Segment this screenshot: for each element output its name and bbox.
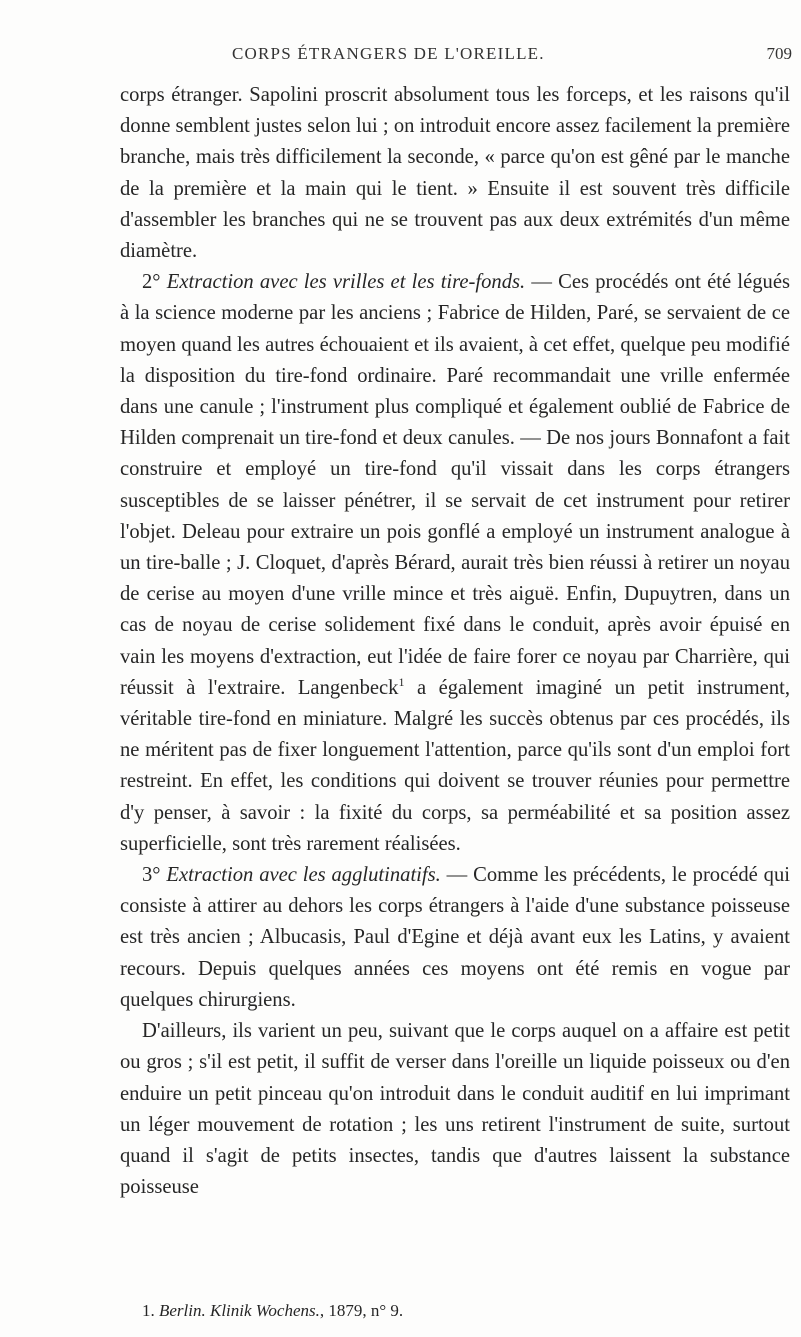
footnote-reference: 1 (398, 675, 405, 689)
footnote-marker: 1. (142, 1301, 155, 1320)
page-number: 709 (766, 44, 792, 63)
paragraph-text: corps étranger. Sapolini proscrit absolument tous les forceps, et les raisons qu'il donne semblent justes selon lui ; on introduit encore assez facilement la première branche, mais très difficilement la seconde, « parce qu'on est gêné par le manche de la première et la main qui le tient. » Ensuite il est souvent très difficile d'assembler les branches qui ne se trouvent pas aux deux extrémités d'un même diamètre. (120, 84, 790, 263)
running-title: CORPS ÉTRANGERS DE L'OREILLE. (232, 44, 545, 63)
section-agglutinatifs (120, 860, 790, 1016)
section-vrilles (120, 267, 790, 860)
section-number: 2° (142, 271, 161, 294)
footnote-details: , 1879, n° 9. (319, 1301, 404, 1320)
paragraph-continuation (120, 80, 790, 267)
paragraph-text: — Comme les précédents, le procédé qui consiste à attirer au dehors les corps étrangers à l'aide d'une substance poisseuse est très ancien ; Albucasis, Paul d'Egine et déjà avant eux les Latins, y avaient recours. Depuis quelques années ces moyens ont été remis en vogue par quelques chirurgiens. (120, 864, 790, 1011)
section-heading: Extraction avec les agglutinatifs. (166, 864, 441, 887)
paragraph-text: D'ailleurs, ils varient un peu, suivant que le corps auquel on a affaire est petit ou gros ; s'il est petit, il suffit de verser dans l'oreille un liquide poisseux ou d'en enduire un petit pinceau qu'on introduit dans le conduit auditif en lui imprimant un léger mouvement de rotation ; les uns retirent l'instrument de suite, surtout quand il s'agit de petits insectes, tandis que d'autres laissent la substance poisseuse (120, 1020, 790, 1199)
footnote (142, 1300, 782, 1322)
body-text (120, 80, 790, 1203)
paragraph (120, 1016, 790, 1203)
paragraph-text: a également imaginé un petit instrument, véritable tire-fond en miniature. Malgré les succès obtenus par ces procédés, ils ne méritent pas de fixer longuement l'attention, parce qu'ils sont d'un emploi fort restreint. En effet, les conditions qui doivent se trouver réunies pour permettre d'y penser, à savoir : la fixité du corps, sa perméabilité et sa position assez superficielle, sont très rarement réalisées. (120, 676, 790, 855)
page-header (120, 44, 792, 74)
footnote-source: Berlin. Klinik Wochens. (159, 1301, 320, 1320)
section-heading: Extraction avec les vrilles et les tire-fonds. (166, 271, 526, 294)
paragraph-text: — Ces procédés ont été légués à la science moderne par les anciens ; Fabrice de Hilden, Paré, se servaient de ce moyen quand les autres échouaient et ils avaient, à cet effet, quelque peu modifié la disposition du tire-fond ordinaire. Paré recommandait une vrille enfermée dans une canule ; l'instrument plus compliqué et également oublié de Fabrice de Hilden comprenait un tire-fond et deux canules. — De nos jours Bonnafont a fait construire et employé un tire-fond qu'il vissait dans les corps étrangers susceptibles de se laisser pénétrer, il se servait de cet instrument pour retirer l'objet. Deleau pour extraire un pois gonflé a employé un instrument analogue à un tire-balle ; J. Cloquet, d'après Bérard, aurait très bien réussi à retirer un noyau de cerise au moyen d'une vrille mince et très aiguë. Enfin, Dupuytren, dans un cas de noyau de cerise solidement fixé dans le conduit, après avoir épuisé en vain les moyens d'extraction, eut l'idée de faire forer ce noyau par Charrière, qui réussit à l'extraire. Langenbeck (120, 271, 790, 699)
section-number: 3° (142, 864, 161, 887)
